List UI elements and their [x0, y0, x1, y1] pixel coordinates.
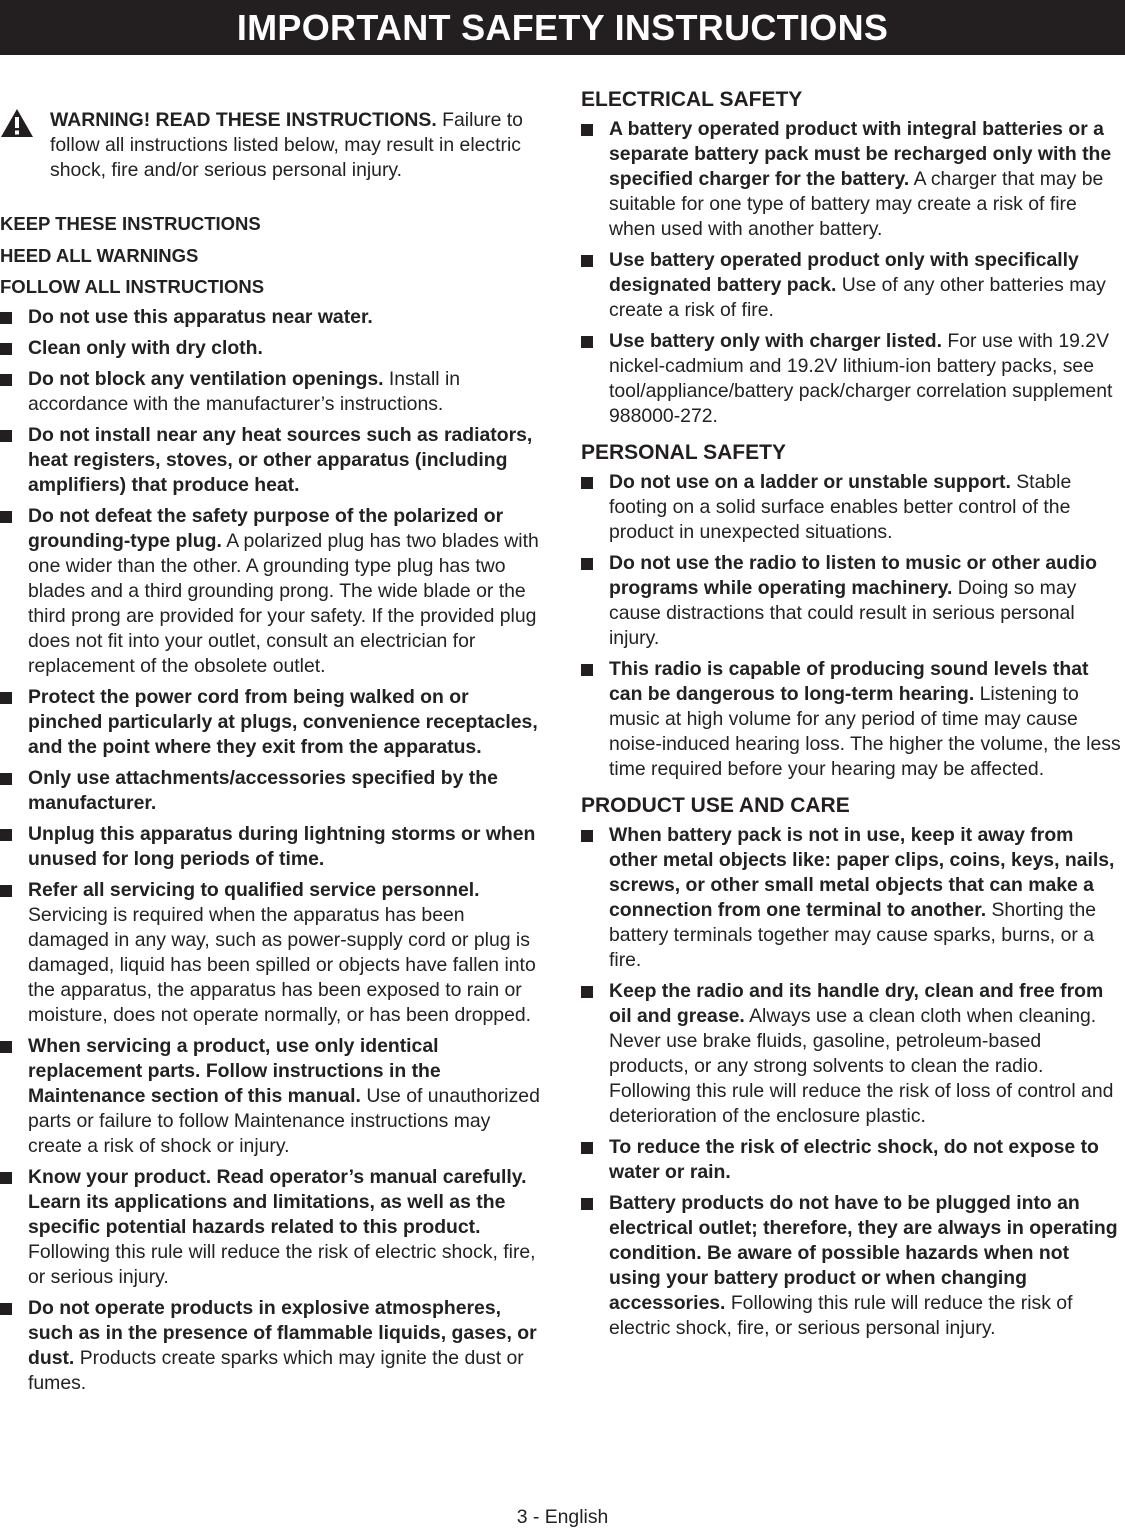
list-item [0, 1034, 548, 1159]
page-number: 3 - English [516, 1506, 609, 1528]
item-bold-text: Know your product. Read operator’s manual carefully. Learn its applications and limitations, as well as the specific potential hazards related to this product. [28, 1165, 527, 1238]
item-bold-text: To reduce the risk of electric shock, do not expose to water or rain. [609, 1136, 1099, 1183]
item-bold-text: A battery operated product with integral batteries or a separate battery pack must be recharged only with the specified charger for the battery. [609, 118, 1112, 190]
warning-triangle-icon [0, 108, 34, 138]
list-item [581, 823, 1125, 973]
list-item [581, 657, 1125, 782]
list-item [0, 504, 548, 679]
list-item [0, 367, 548, 417]
item-bold-text: Use battery operated product only with specifically designated battery pack. [609, 249, 1079, 296]
right-column [581, 86, 1125, 1347]
item-text: Products create sparks which may ignite the dust or fumes. [28, 1346, 524, 1394]
list-item [581, 248, 1125, 323]
warning-label: WARNING! [50, 109, 151, 131]
item-text: Following this rule will reduce the risk of electric shock, fire, or serious injury. [28, 1240, 536, 1288]
section-title-product: PRODUCT USE AND CARE [581, 794, 850, 817]
item-bold-text: Do not defeat the safety purpose of the polarized or grounding-type plug. [28, 504, 504, 552]
item-text: For use with 19.2V nickel-cadmium and 19.2V lithium-ion battery packs, see tool/appliance/battery pack/charger correlation supplement 988000-272. [609, 330, 1113, 427]
item-text: A charger that may be suitable for one type of battery may create a risk of fire when used with another battery. [609, 168, 1104, 240]
item-text: Always use a clean cloth when cleaning. Never use brake fluids, gasoline, petroleum-based products, or any strong solvents to clean the radio. Following this rule will reduce the risk of loss of control and deterioration of the enclosure plastic. [609, 1005, 1114, 1127]
item-bold-text: Use battery only with charger listed. [609, 330, 942, 352]
keyword-follow: FOLLOW ALL INSTRUCTIONS [0, 276, 265, 297]
list-item [0, 423, 548, 498]
list-item [0, 878, 548, 1028]
list-item [581, 551, 1125, 651]
item-text: A polarized plug has two blades with one wider than the other. A grounding type plug has two blades and a third grounding prong. The wide blade or the third prong are provided for your safety. If the provided plug does not fit into your outlet, consult an electrician for replacement of the obsolete outlet. [28, 529, 539, 677]
list-item [0, 1165, 548, 1290]
list-item [0, 822, 548, 872]
section-title-personal: PERSONAL SAFETY [581, 441, 786, 464]
item-text: Use of any other batteries may create a risk of fire. [609, 274, 1106, 321]
list-item [0, 336, 548, 361]
item-text: Servicing is required when the apparatus has been damaged in any way, such as power-supply cord or plug is damaged, liquid has been spilled or objects have fallen into the apparatus, the apparatus has been exposed to rain or moisture, does not operate normally, or has been dropped. [28, 903, 536, 1026]
item-text: Use of unauthorized parts or failure to follow Maintenance instructions may create a risk of shock or injury. [28, 1084, 540, 1157]
list-item [581, 979, 1125, 1129]
item-bold-text: Do not use this apparatus near water. [28, 305, 373, 328]
electrical-safety-list [581, 117, 1125, 429]
list-item [581, 117, 1125, 242]
item-bold-text: Protect the power cord from being walked on or pinched particularly at plugs, convenience receptacles, and the point where they exit from the apparatus. [28, 685, 538, 758]
item-bold-text: When battery pack is not in use, keep it away from other metal objects like: paper clips, coins, keys, nails, screws, or other small metal objects that can make a connection from one terminal to another. [609, 824, 1115, 921]
item-bold-text: Do not install near any heat sources such as radiators, heat registers, stoves, or other apparatus (including amplifiers) that produce heat. [28, 423, 533, 496]
item-bold-text: Battery products do not have to be plugged into an electrical outlet; therefore, they are always in operating condition. Be aware of possible hazards when not using your battery product or when changing accessories. [609, 1192, 1118, 1314]
left-column [0, 86, 548, 1402]
warning-block [0, 108, 548, 183]
item-bold-text: Do not use on a ladder or unstable support. [609, 471, 1011, 493]
keyword-keep: KEEP THESE INSTRUCTIONS [0, 213, 261, 234]
item-bold-text: Refer all servicing to qualified service personnel. [28, 878, 480, 901]
product-use-list [581, 823, 1125, 1341]
list-item [0, 305, 548, 330]
item-bold-text: Only use attachments/accessories specified by the manufacturer. [28, 766, 498, 814]
item-bold-text: Do not operate products in explosive atmospheres, such as in the presence of flammable liquids, gases, or dust. [28, 1296, 537, 1369]
item-bold-text: Keep the radio and its handle dry, clean and free from oil and grease. [609, 980, 1104, 1027]
section-title-electrical: ELECTRICAL SAFETY [581, 88, 803, 111]
item-text: Doing so may cause distractions that could result in serious personal injury. [609, 577, 1077, 649]
item-bold-text: Unplug this apparatus during lightning storms or when unused for long periods of time. [28, 822, 536, 870]
item-bold-text: Clean only with dry cloth. [28, 336, 263, 359]
list-item [581, 1135, 1125, 1185]
item-bold-text: When servicing a product, use only identical replacement parts. Follow instructions in the Maintenance section of this manual. [28, 1034, 441, 1107]
list-item [0, 1296, 548, 1396]
warning-lead: READ THESE INSTRUCTIONS. [150, 109, 437, 131]
list-item [581, 1191, 1125, 1341]
list-item [581, 470, 1125, 545]
list-item [0, 685, 548, 760]
page-title: IMPORTANT SAFETY INSTRUCTIONS [0, 0, 1125, 55]
item-bold-text: This radio is capable of producing sound levels that can be dangerous to long-term hearing. [609, 658, 1089, 705]
general-safety-list [0, 305, 548, 1396]
item-bold-text: Do not block any ventilation openings. [28, 367, 384, 390]
warning-text: Failure to follow all instructions listed below, may result in electric shock, fire and/or serious personal injury. [50, 109, 523, 181]
keyword-heed: HEED ALL WARNINGS [0, 244, 199, 266]
item-text: Install in accordance with the manufacturer’s instructions. [28, 367, 461, 415]
personal-safety-list [581, 470, 1125, 782]
keyword-list [0, 208, 548, 303]
list-item [0, 766, 548, 816]
list-item [581, 329, 1125, 429]
item-text: Stable footing on a solid surface enables better control of the product in unexpected situations. [609, 471, 1072, 543]
item-bold-text: Do not use the radio to listen to music or other audio programs while operating machinery. [609, 552, 1098, 599]
item-text: Listening to music at high volume for any period of time may cause noise-induced hearing loss. The higher the volume, the less time required before your hearing may be affected. [609, 683, 1121, 780]
item-text: Following this rule will reduce the risk of electric shock, fire, or serious personal injury. [609, 1292, 1073, 1339]
item-text: Shorting the battery terminals together may cause sparks, burns, or a fire. [609, 899, 1097, 971]
